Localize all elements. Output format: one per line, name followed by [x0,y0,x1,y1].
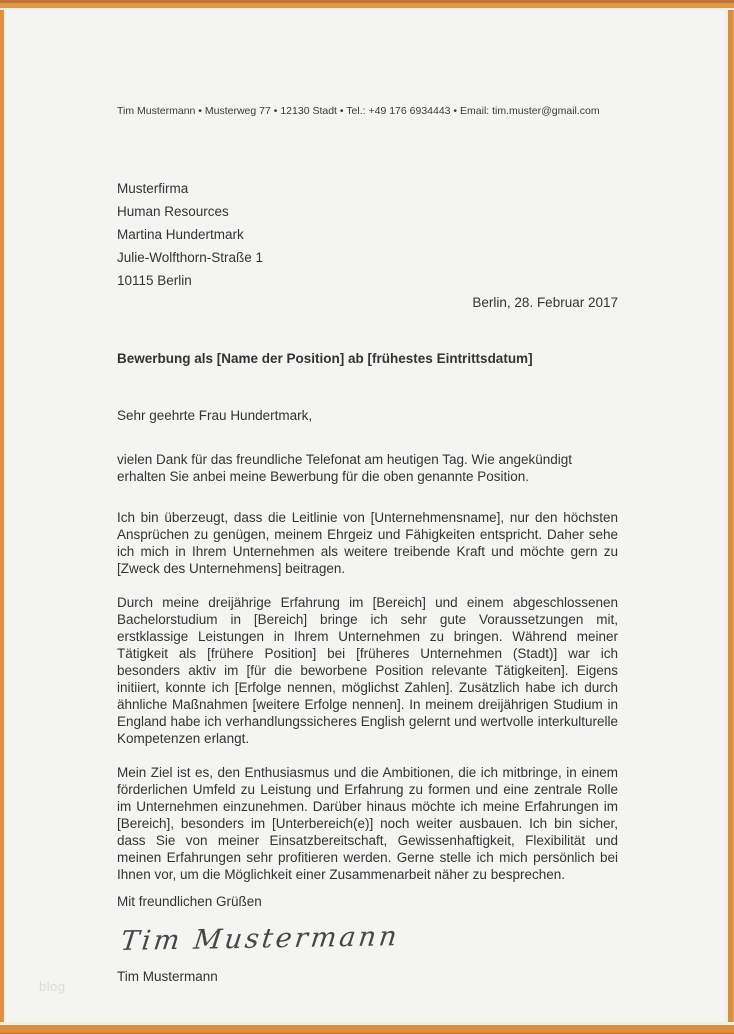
salutation-line: Sehr geehrte Frau Hundertmark, [117,408,313,423]
left-border-bar [0,0,6,1034]
recipient-city: 10115 Berlin [117,273,192,288]
recipient-address-block [117,177,618,292]
paragraph-experience: Durch meine dreijährige Erfahrung im [Bereich] und einem abgeschlossenen Bachelorstudium in [Bereich] bringe ich sehr gute Voraussetzungen mit, erstklassige Leistungen in Ihrem Unternehmen zu bringen. Während meiner Tätigkeit als [frühere Position] bei [früheres Unternehmen (Stadt)] war ich besonders aktiv im [für die beworbene Position relevante Tätigkeiten]. Eigens initiiert, konnte ich [Erfolge nennen, möglichst Zahlen]. Zusätzlich habe ich durch ähnliche Maßnahmen [weitere Erfolge nennen]. In meinem dreijährigen Studium in England habe ich verhandlungssicheres English gelernt und wertvolle interkulturelle Kompetenzen erlangt. [117,595,618,746]
recipient-department: Human Resources [117,204,229,219]
recipient-street: Julie-Wolfthorn-Straße 1 [117,250,264,265]
right-border-bar [725,0,734,1034]
paragraph-goals: Mein Ziel ist es, den Enthusiasmus und die Ambitionen, die ich mitbringe, in einem förderlichen Umfeld zu Leistung und Erfahrung zu formen und eine zentrale Rolle im Unternehmen einzunehmen. Darüber hinaus möchte ich meine Erfahrungen im [Bereich], besonders im [Unterbereich(e)] noch weiter ausbauen. Ich bin sicher, dass Sie von meiner Einsatzbereitschaft, Gewissenhaftigkeit, Flexibilität und meinen Erfahrungen sehr profitieren werden. Gerne stelle ich mich persönlich bei Ihnen vor, um die Möglichkeit einer Zusammenarbeit näher zu besprechen. [117,765,618,882]
subject-line: Bewerbung als [Name der Position] ab [frühestes Eintrittsdatum] [117,351,533,366]
sender-contact-line: Tim Mustermann • Musterweg 77 • 12130 Stadt • Tel.: +49 176 6934443 • Email: tim.muster@gmail.com [117,105,600,117]
blog-watermark: blog [39,979,66,994]
signature-printed-name: Tim Mustermann [117,969,218,984]
paragraph-motivation: Ich bin überzeugt, dass die Leitlinie von [Unternehmensname], nur den höchsten Ansprüchen zu genügen, meinem Ehrgeiz und Fähigkeiten entspricht. Daher sehe ich mich in Ihrem Unternehmen als weitere treibende Kraft und möchte gern zu [Zweck des Unternehmens] beitragen. [117,510,618,576]
bottom-border-bar [0,1022,734,1034]
handwritten-signature: Tim Mustermann [119,921,402,957]
letter-content [117,0,618,985]
closing-line: Mit freundlichen Grüßen [117,894,262,909]
date-line: Berlin, 28. Februar 2017 [472,295,618,310]
paragraph-intro: vielen Dank für das freundliche Telefonat am heutigen Tag. Wie angekündigt erhalten Sie anbei meine Bewerbung für die oben genannte Position. [117,452,573,484]
recipient-contact-person: Martina Hundertmark [117,227,244,242]
recipient-company: Musterfirma [117,181,189,196]
top-border-bar [0,0,734,10]
